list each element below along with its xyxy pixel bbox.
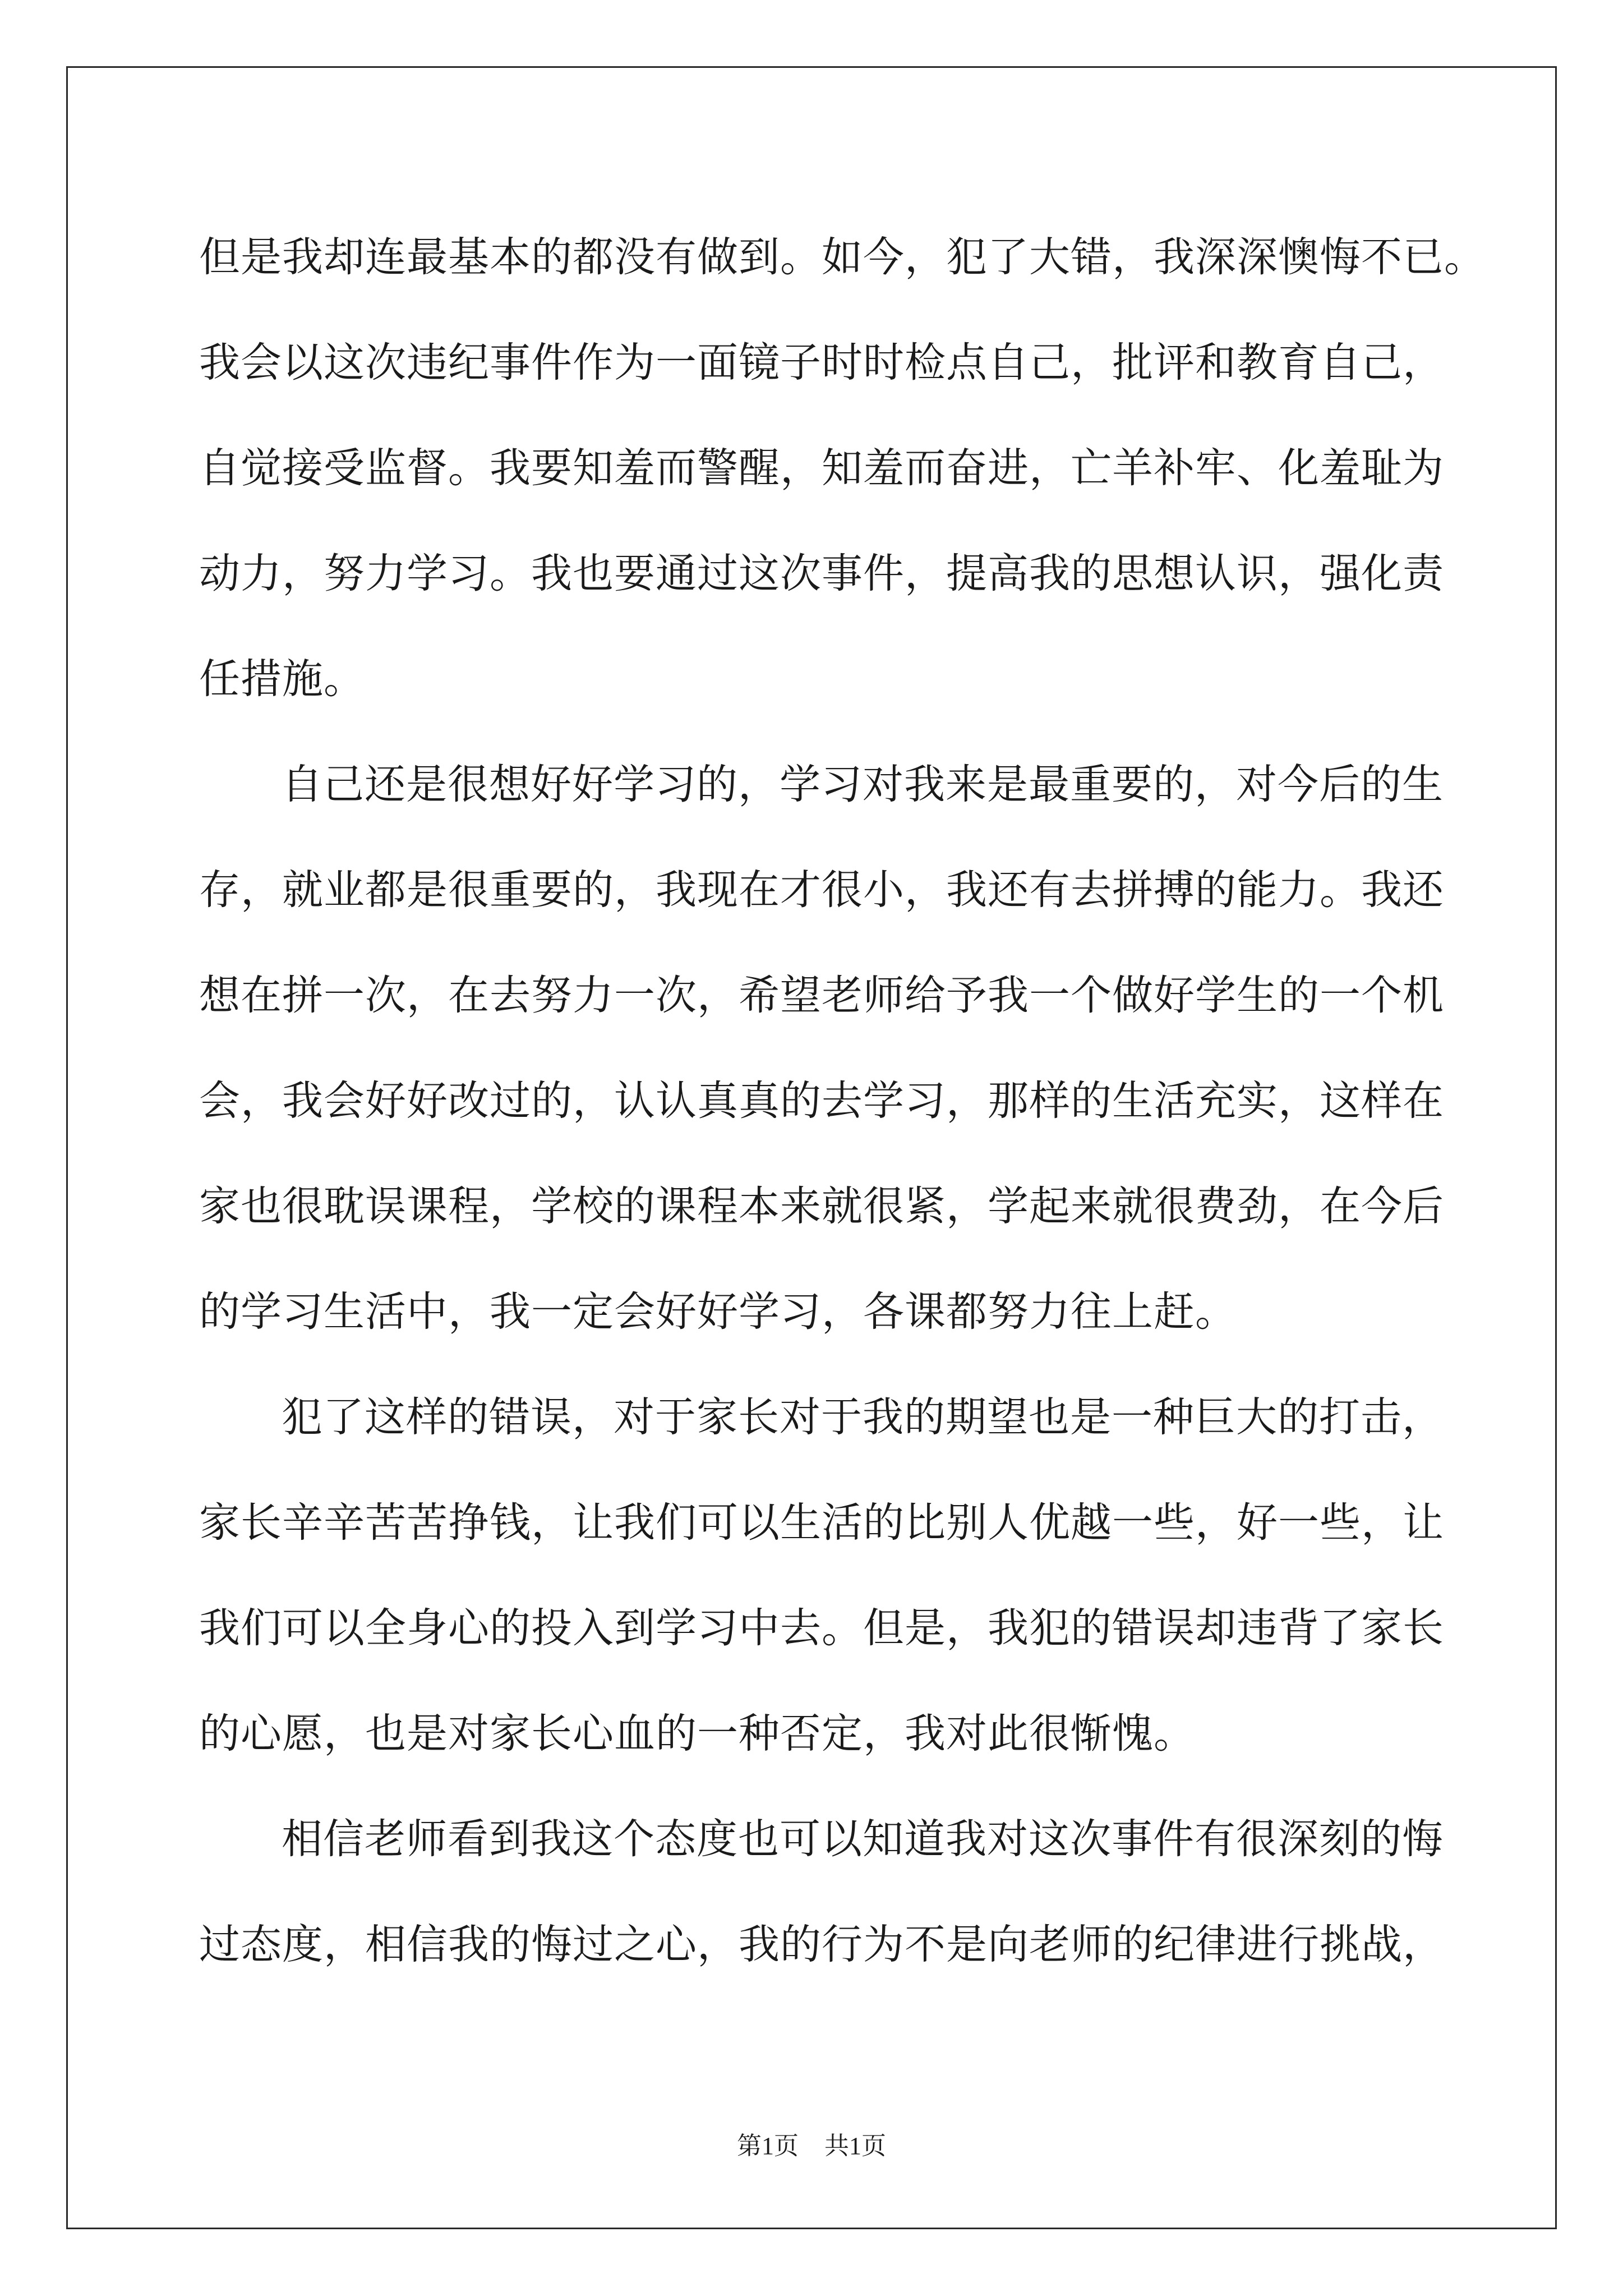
- body-line: 我会以这次违纪事件作为一面镜子时时检点自己，批评和教育自己，: [199, 339, 1444, 386]
- paragraph-first-line: 自己还是很想好好学习的，学习对我来是最重要的，对今后的生: [282, 761, 1444, 808]
- page-border: [66, 66, 1557, 2229]
- body-line: 自觉接受监督。我要知羞而警醒，知羞而奋进，亡羊补牢、化羞耻为: [199, 444, 1444, 492]
- body-line: 动力，努力学习。我也要通过这次事件，提高我的思想认识，强化责: [199, 550, 1444, 597]
- paragraph-first-line: 犯了这样的错误，对于家长对于我的期望也是一种巨大的打击，: [282, 1393, 1444, 1441]
- page-number: 第1页: [737, 2132, 799, 2160]
- body-line: 过态度，相信我的悔过之心，我的行为不是向老师的纪律进行挑战，: [199, 1921, 1444, 1968]
- body-line: 会，我会好好改过的，认认真真的去学习，那样的生活充实，这样在: [199, 1077, 1444, 1125]
- body-line: 想在拼一次，在去努力一次，希望老师给予我一个做好学生的一个机: [199, 972, 1444, 1019]
- body-line: 的心愿，也是对家长心血的一种否定，我对此很惭愧。: [199, 1710, 1195, 1757]
- body-line: 任措施。: [199, 655, 365, 703]
- paragraph-first-line: 相信老师看到我这个态度也可以知道我对这次事件有很深刻的悔: [282, 1815, 1444, 1863]
- body-line: 但是我却连最基本的都没有做到。如今，犯了大错，我深深懊悔不已。: [199, 233, 1486, 281]
- body-line: 我们可以全身心的投入到学习中去。但是，我犯的错误却违背了家长: [199, 1604, 1444, 1652]
- body-line: 家也很耽误课程，学校的课程本来就很紧，学起来就很费劲，在今后: [199, 1182, 1444, 1230]
- page-total: 共1页: [824, 2132, 886, 2160]
- page-footer: [0, 2134, 1623, 2159]
- body-line: 的学习生活中，我一定会好好学习，各课都努力往上赶。: [199, 1288, 1237, 1336]
- body-line: 存，就业都是很重要的，我现在才很小，我还有去拼搏的能力。我还: [199, 866, 1444, 914]
- body-line: 家长辛辛苦苦挣钱，让我们可以生活的比别人优越一些，好一些，让: [199, 1499, 1444, 1547]
